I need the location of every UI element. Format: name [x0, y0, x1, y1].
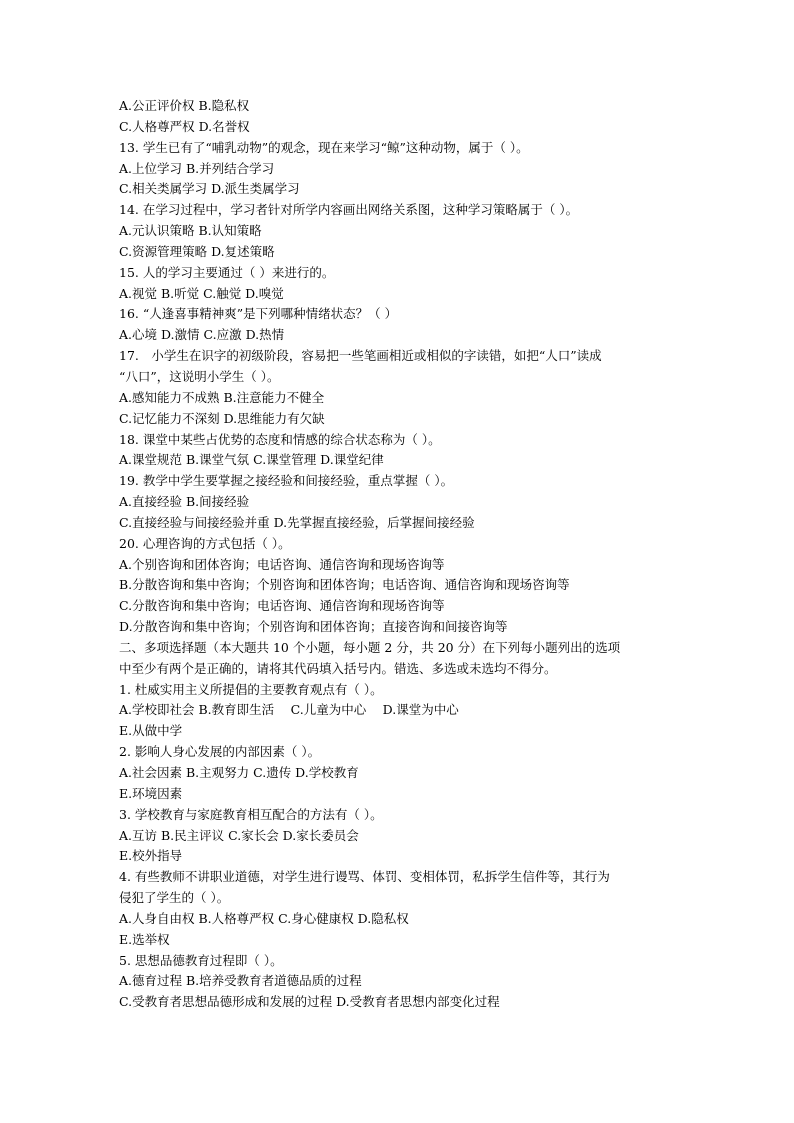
text-line: A.直接经验 B.间接经验	[119, 494, 250, 510]
text-line: C.直接经验与间接经验并重 D.先掌握直接经验，后掌握间接经验	[119, 514, 475, 530]
text-line: A.课堂规范 B.课堂气氛 C.课堂管理 D.课堂纪律	[119, 452, 384, 468]
text-line: 中至少有两个是正确的，请将其代码填入括号内。错选、多选或未选均不得分。	[119, 660, 557, 676]
text-line: 2. 影响人身心发展的内部因素（ ）。	[119, 744, 321, 760]
text-line: A.学校即社会 B.教育即生活 C.儿童为中心 D.课堂为中心	[119, 702, 459, 718]
document-page	[119, 96, 679, 1013]
text-line: A.感知能力不成熟 B.注意能力不健全	[119, 389, 325, 405]
text-line: A.元认识策略 B.认知策略	[119, 223, 262, 239]
text-line: C.分散咨询和集中咨询；电话咨询、通信咨询和现场咨询等	[119, 598, 445, 614]
text-line: 5. 思想品德教育过程即（ ）。	[119, 952, 283, 968]
text-line: 17. 小学生在识字的初级阶段，容易把一些笔画相近或相似的字读错，如把“人口”读成	[119, 348, 602, 364]
text-line: “八口”，这说明小学生（ ）。	[119, 368, 280, 384]
text-line: 侵犯了学生的（ ）。	[119, 890, 230, 906]
text-line: A.上位学习 B.并列结合学习	[119, 160, 275, 176]
text-line: A.社会因素 B.主观努力 C.遗传 D.学校教育	[119, 765, 359, 780]
text-line: A.德育过程 B.培养受教育者道德品质的过程	[119, 973, 362, 989]
text-line: D.分散咨询和集中咨询；个别咨询和团体咨询；直接咨询和间接咨询等	[119, 619, 508, 635]
text-line: A.个别咨询和团体咨询；电话咨询、通信咨询和现场咨询等	[119, 556, 445, 572]
text-line: 20. 心理咨询的方式包括（ ）。	[119, 535, 291, 551]
text-line: 18. 课堂中某些占优势的态度和情感的综合状态称为（ ）。	[119, 431, 441, 447]
text-line: 4. 有些教师不讲职业道德，对学生进行谩骂、体罚、变相体罚，私拆学生信件等，其行为	[119, 869, 610, 885]
text-line: C.资源管理策略 D.复述策略	[119, 243, 275, 259]
text-line: 二、多项选择题（本大题共 10 个小题，每小题 2 分，共 20 分）在下列每小题列出的选项	[119, 639, 621, 655]
text-line: 15. 人的学习主要通过（ ）来进行的。	[119, 264, 335, 280]
text-line: 13. 学生已有了“哺乳动物”的观念，现在来学习“鲸”这种动物，属于（ ）。	[119, 139, 529, 155]
text-line: E.选举权	[119, 931, 170, 947]
text-line: E.从做中学	[119, 723, 183, 739]
text-line: E.环境因素	[119, 785, 183, 801]
text-line: C.受教育者思想品德形成和发展的过程 D.受教育者思想内部变化过程	[119, 994, 500, 1010]
text-line: 14. 在学习过程中，学习者针对所学内容画出网络关系图，这种学习策略属于（ ）。	[119, 202, 579, 218]
text-line: C.相关类属学习 D.派生类属学习	[119, 181, 300, 197]
text-line: 3. 学校教育与家庭教育相互配合的方法有（ ）。	[119, 806, 383, 822]
text-line: A.公正评价权 B.隐私权	[119, 98, 250, 113]
text-line: 19. 教学中学生要掌握之接经验和间接经验，重点掌握（ ）。	[119, 473, 454, 489]
text-line: A.互访 B.民主评议 C.家长会 D.家长委员会	[119, 827, 359, 843]
text-line: A.视觉 B.听觉 C.触觉 D.嗅觉	[119, 285, 284, 301]
text-line: A.人身自由权 B.人格尊严权 C.身心健康权 D.隐私权	[119, 910, 409, 926]
text-line: 16. “人逢喜事精神爽”是下列哪种情绪状态？（ ）	[119, 306, 398, 322]
text-line: A.心境 D.激情 C.应激 D.热情	[119, 327, 285, 343]
text-line: B.分散咨询和集中咨询；个别咨询和团体咨询；电话咨询、通信咨询和现场咨询等	[119, 577, 570, 593]
text-line: C.记忆能力不深刻 D.思维能力有欠缺	[119, 410, 325, 426]
text-line: 1. 杜威实用主义所提倡的主要教育观点有（ ）。	[119, 681, 383, 697]
text-line: C.人格尊严权 D.名誉权	[119, 118, 250, 134]
text-line: E.校外指导	[119, 848, 183, 864]
